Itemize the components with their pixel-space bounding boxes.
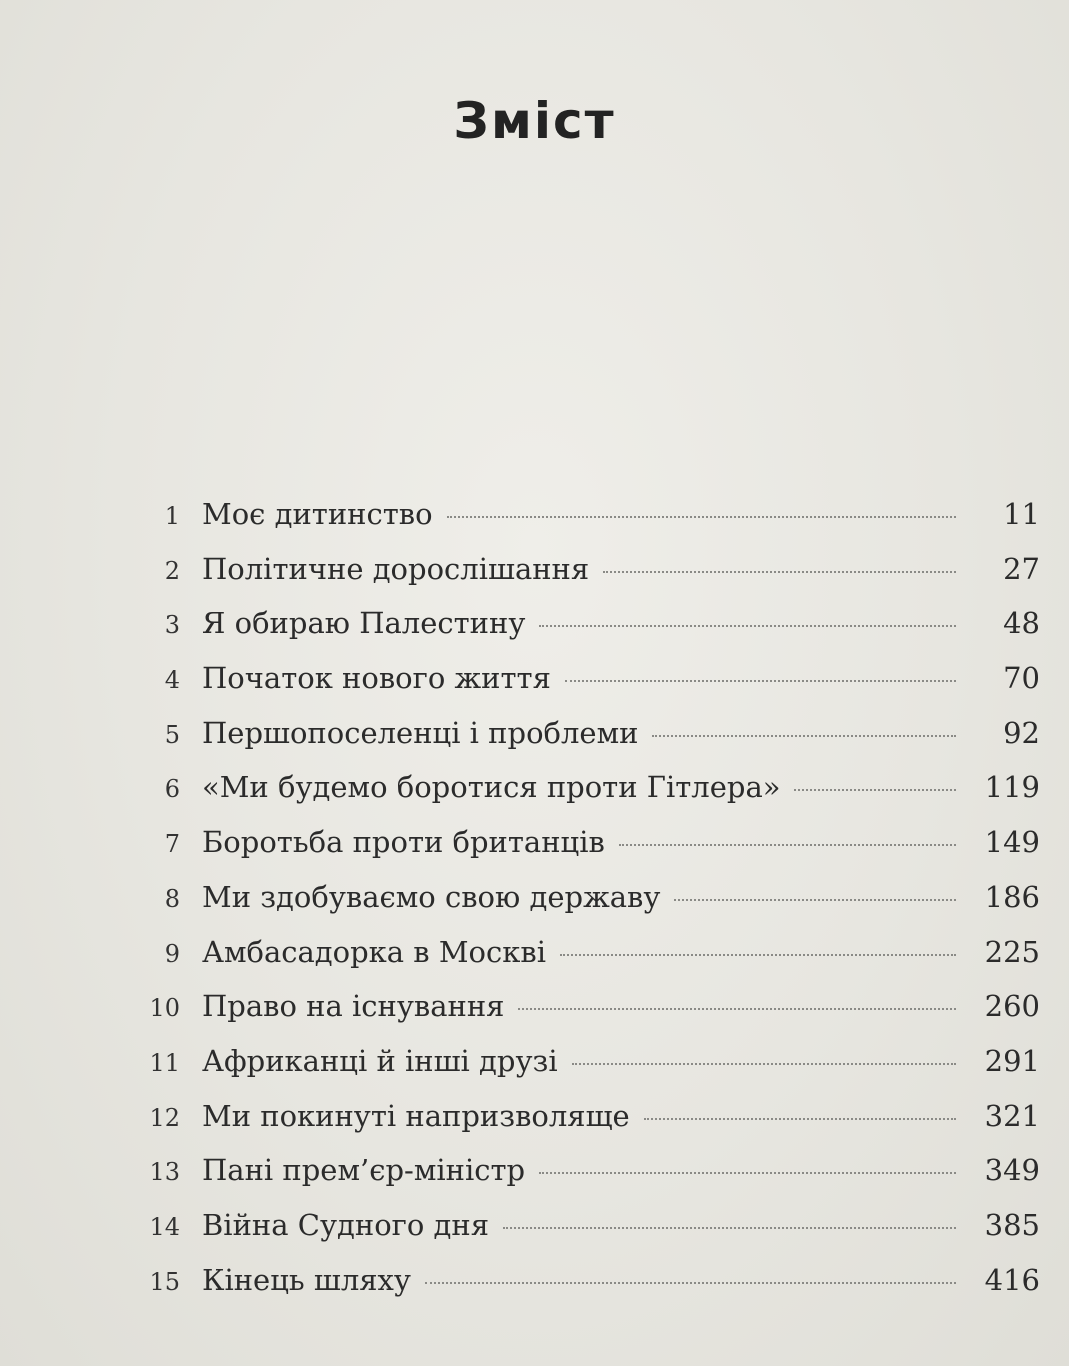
page-number: 149	[984, 825, 1040, 860]
dot-leader	[565, 680, 956, 682]
chapter-title: Африканці й інші друзі	[202, 1043, 558, 1078]
chapter-title: «Ми будемо боротися проти Гітлера»	[202, 770, 781, 805]
chapter-number: 9	[164, 939, 180, 968]
dot-leader	[572, 1063, 956, 1065]
chapter-number: 4	[164, 666, 180, 695]
page-number: 349	[984, 1153, 1040, 1188]
page-number: 70	[1003, 661, 1040, 696]
chapter-title: Амбасадорка в Москві	[202, 934, 546, 969]
dot-leader	[425, 1282, 956, 1284]
chapter-title: Першопоселенці і проблеми	[202, 715, 639, 750]
chapter-title: Право на існування	[202, 989, 505, 1024]
chapter-number: 7	[164, 830, 180, 859]
chapter-number: 3	[164, 611, 180, 640]
toc-entry	[120, 1263, 1040, 1318]
dot-leader	[652, 735, 956, 737]
dot-leader	[503, 1227, 956, 1229]
page-number: 27	[1003, 551, 1040, 586]
toc-entry	[120, 989, 1040, 1044]
page-number: 48	[1003, 606, 1040, 641]
chapter-title: Боротьба проти британців	[202, 825, 605, 860]
dot-leader	[560, 954, 956, 956]
chapter-number: 2	[164, 556, 180, 585]
chapter-title: Кінець шляху	[202, 1262, 411, 1297]
dot-leader	[603, 571, 956, 573]
page-number: 291	[984, 1043, 1040, 1078]
chapter-number: 12	[149, 1103, 180, 1132]
toc-entry	[120, 1044, 1040, 1099]
chapter-title: Початок нового життя	[202, 661, 551, 696]
dot-leader	[447, 516, 956, 518]
toc-entry	[120, 1099, 1040, 1154]
page-number: 385	[984, 1207, 1040, 1242]
dot-leader	[539, 1172, 956, 1174]
page-number: 119	[984, 770, 1040, 805]
dot-leader	[518, 1008, 956, 1010]
toc-entry	[120, 825, 1040, 880]
toc-entry	[120, 935, 1040, 990]
chapter-title: Пані прем’єр-міністр	[202, 1153, 526, 1188]
chapter-title: Ми покинуті напризволяще	[202, 1098, 630, 1133]
chapter-title: Ми здобуваємо свою державу	[202, 879, 661, 914]
toc-entry	[120, 880, 1040, 935]
toc-entry	[120, 1208, 1040, 1263]
chapter-number: 5	[164, 720, 180, 749]
page-number: 416	[984, 1262, 1040, 1297]
chapter-number: 8	[164, 884, 180, 913]
chapter-number: 6	[164, 775, 180, 804]
dot-leader	[794, 789, 956, 791]
toc-entry	[120, 606, 1040, 661]
toc-entry	[120, 552, 1040, 607]
chapter-number: 11	[149, 1048, 180, 1077]
page-number: 225	[984, 934, 1040, 969]
page-number: 11	[1003, 497, 1040, 531]
dot-leader	[674, 899, 956, 901]
chapter-title: Я обираю Палестину	[202, 606, 526, 641]
toc-entry	[120, 1153, 1040, 1208]
chapter-number: 10	[149, 994, 180, 1023]
page-title: Зміст	[453, 92, 616, 150]
chapter-number: 13	[149, 1158, 180, 1187]
toc-entry	[120, 716, 1040, 771]
dot-leader	[539, 625, 956, 627]
page-number: 321	[984, 1098, 1040, 1133]
toc-entry	[120, 770, 1040, 825]
page-number: 186	[984, 879, 1040, 914]
chapter-title: Війна Судного дня	[202, 1207, 489, 1242]
dot-leader	[644, 1118, 956, 1120]
dot-leader	[619, 844, 956, 846]
chapter-title: Політичне дорослішання	[202, 551, 590, 586]
chapter-number: 14	[149, 1212, 180, 1241]
chapter-number: 1	[164, 502, 180, 530]
toc-entry	[120, 661, 1040, 716]
page-number: 92	[1003, 715, 1040, 750]
chapter-number: 15	[149, 1267, 180, 1296]
page-number: 260	[984, 989, 1040, 1024]
chapter-title: Моє дитинство	[202, 497, 433, 531]
toc-entry	[120, 497, 1040, 552]
toc-list	[120, 497, 1040, 1317]
